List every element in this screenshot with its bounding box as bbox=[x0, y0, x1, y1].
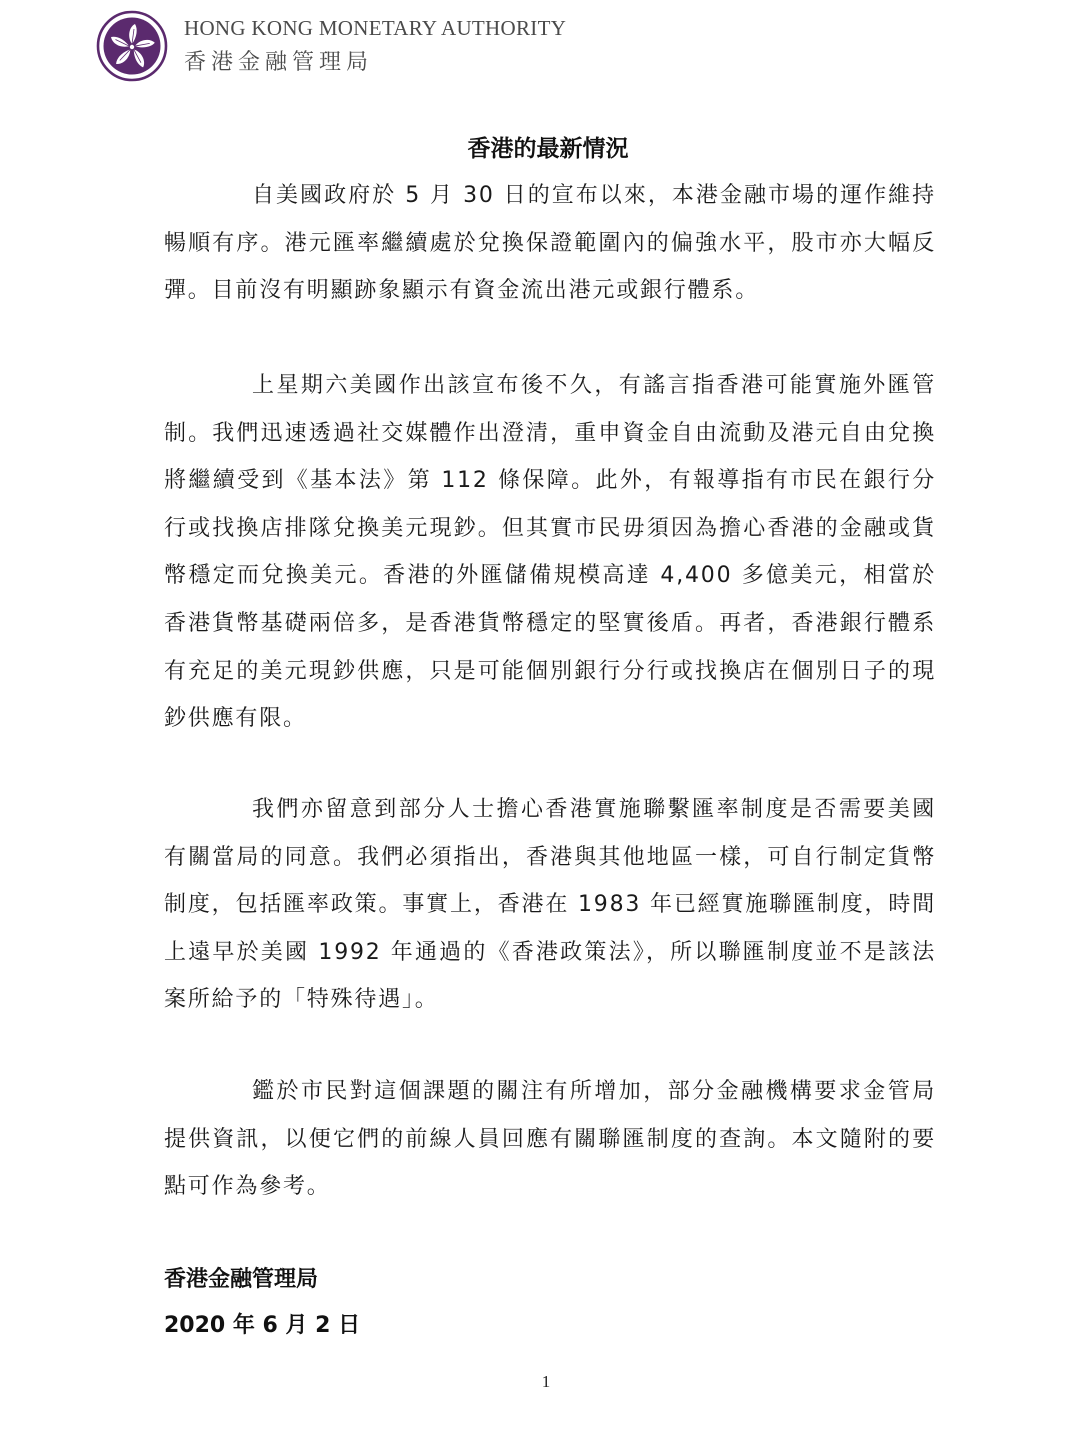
org-name-chinese: 香港金融管理局 bbox=[184, 50, 374, 75]
document-title: 香港的最新情況 bbox=[467, 136, 629, 162]
paragraph-3: 我們亦留意到部分人士擔心香港實施聯繫匯率制度是否需要美國有關當局的同意。我們必須指出，香港與其他地區一樣，可自行制定貨幣制度，包括匯率政策。事實上，香港在 1983 年已經實施聯匯制度，時間上遠早於美國 1992 年通過的《香港政策法》，所以聯匯制度並不是該法案所給予的「特殊待遇」。 bbox=[164, 797, 936, 1013]
paragraph-1: 自美國政府於 5 月 30 日的宣布以來，本港金融市場的運作維持暢順有序。港元匯率繼續處於兌換保證範圍內的偏強水平，股市亦大幅反彈。目前沒有明顯跡象顯示有資金流出港元或銀行體系。 bbox=[164, 183, 936, 304]
signature-date: 2020 年 6 月 2 日 bbox=[164, 1313, 361, 1338]
bauhinia-flower-logo bbox=[96, 10, 168, 82]
paragraph-4: 鑑於市民對這個課題的關注有所增加，部分金融機構要求金管局提供資訊，以便它們的前線人員回應有關聯匯制度的查詢。本文隨附的要點可作為參考。 bbox=[164, 1079, 936, 1200]
page-number: 1 bbox=[541, 1372, 551, 1391]
org-name-english: HONG KONG MONETARY AUTHORITY bbox=[184, 16, 567, 40]
paragraph-2: 上星期六美國作出該宣布後不久，有謠言指香港可能實施外匯管制。我們迅速透過社交媒體作出澄清，重申資金自由流動及港元自由兌換將繼續受到《基本法》第 112 條保障。此外，有報導指有市民在銀行分行或找換店排隊兌換美元現鈔。但其實市民毋須因為擔心香港的金融或貨幣穩定而兌換美元。香港的外匯儲備規模高達 4,400 多億美元，相當於香港貨幣基礎兩倍多，是香港貨幣穩定的堅實後盾。再者，香港銀行體系有充足的美元現鈔供應，只是可能個別銀行分行或找換店在個別日子的現鈔供應有限。 bbox=[164, 373, 936, 732]
signature-organization: 香港金融管理局 bbox=[164, 1267, 319, 1292]
